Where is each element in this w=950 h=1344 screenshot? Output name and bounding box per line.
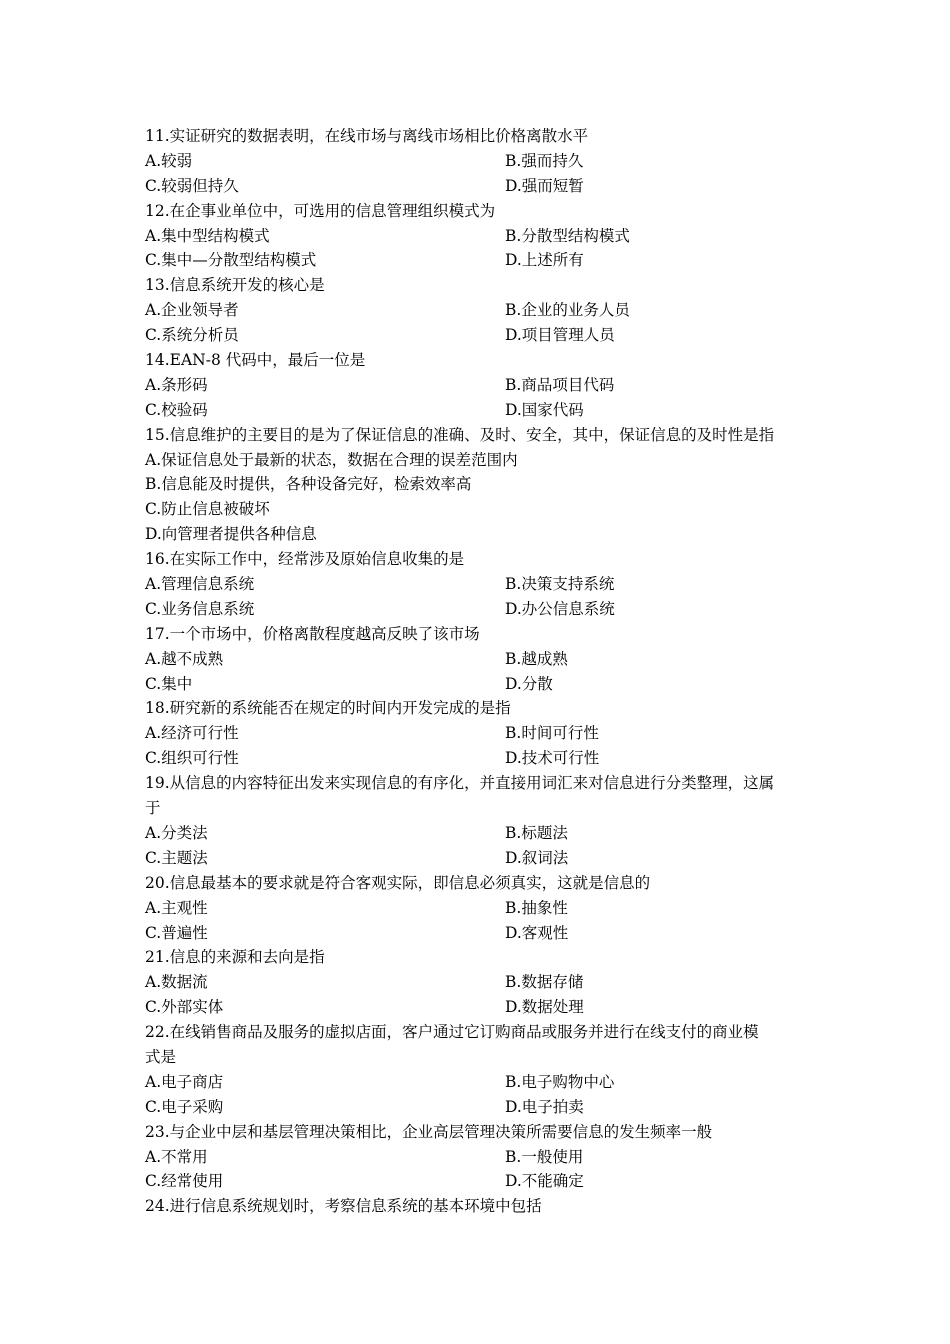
- question-stem: [145, 1194, 815, 1219]
- option-a: A.经济可行性: [145, 724, 239, 743]
- option-a: A.管理信息系统: [145, 575, 255, 594]
- question-text: 15.信息维护的主要目的是为了保证信息的准确、及时、安全，其中，保证信息的及时性是指: [145, 425, 775, 444]
- option-b: B.信息能及时提供，各种设备完好，检索效率高: [145, 475, 472, 494]
- option-d: D.上述所有: [505, 251, 584, 270]
- option-row: [145, 846, 815, 871]
- option-d: D.技术可行性: [505, 749, 600, 768]
- option-b: B.强而持久: [505, 151, 584, 170]
- option-a: A.越不成熟: [145, 649, 224, 668]
- option-b: B.抽象性: [505, 898, 568, 917]
- option-c: C.校验码: [145, 400, 208, 419]
- option-b: B.时间可行性: [505, 724, 599, 743]
- option-b: B.越成熟: [505, 649, 568, 668]
- option-row: [145, 746, 815, 771]
- option-row: [145, 1169, 815, 1194]
- option-c: C.防止信息被破坏: [145, 500, 270, 519]
- option-row: [145, 1070, 815, 1095]
- option-b: B.商品项目代码: [505, 375, 615, 394]
- option-row: [145, 472, 815, 497]
- option-d: D.电子拍卖: [505, 1097, 584, 1116]
- option-row: [145, 721, 815, 746]
- option-row: [145, 398, 815, 423]
- option-row: [145, 821, 815, 846]
- option-a: A.保证信息处于最新的状态，数据在合理的误差范围内: [145, 450, 518, 469]
- question-stem: [145, 348, 815, 373]
- option-c: C.业务信息系统: [145, 599, 255, 618]
- question-text-continued: 式是: [145, 1047, 177, 1066]
- option-row: [145, 174, 815, 199]
- question-text: 14.EAN-8 代码中，最后一位是: [145, 351, 366, 370]
- question-stem-continued: [145, 1045, 815, 1070]
- option-d: D.项目管理人员: [505, 326, 615, 345]
- option-b: B.电子购物中心: [505, 1072, 615, 1091]
- question-stem: [145, 1020, 815, 1045]
- question-stem: [145, 273, 815, 298]
- question-text: 21.信息的来源和去向是指: [145, 948, 325, 967]
- option-b: B.一般使用: [505, 1147, 584, 1166]
- option-row: [145, 448, 815, 473]
- option-d: D.分散: [505, 674, 553, 693]
- option-a: A.不常用: [145, 1147, 208, 1166]
- option-b: B.数据存储: [505, 973, 584, 992]
- option-row: [145, 672, 815, 697]
- option-row: [145, 248, 815, 273]
- question-text: 20.信息最基本的要求就是符合客观实际，即信息必须真实，这就是信息的: [145, 873, 651, 892]
- option-row: [145, 995, 815, 1020]
- question-stem: [145, 771, 815, 796]
- option-c: C.普遍性: [145, 923, 208, 942]
- option-c: C.电子采购: [145, 1097, 224, 1116]
- exam-page: [145, 124, 815, 1219]
- option-c: C.组织可行性: [145, 749, 239, 768]
- option-row: [145, 572, 815, 597]
- option-d: D.强而短暂: [505, 176, 584, 195]
- option-a: A.主观性: [145, 898, 208, 917]
- question-stem: [145, 547, 815, 572]
- question-text: 16.在实际工作中，经常涉及原始信息收集的是: [145, 550, 465, 569]
- option-a: A.企业领导者: [145, 301, 239, 320]
- question-text-continued: 于: [145, 799, 161, 818]
- question-stem: [145, 696, 815, 721]
- option-d: D.客观性: [505, 923, 569, 942]
- option-c: C.经常使用: [145, 1172, 224, 1191]
- option-row: [145, 970, 815, 995]
- option-a: A.分类法: [145, 823, 208, 842]
- option-row: [145, 896, 815, 921]
- option-c: C.主题法: [145, 848, 208, 867]
- question-text: 23.与企业中层和基层管理决策相比，企业高层管理决策所需要信息的发生频率一般: [145, 1122, 713, 1141]
- question-text: 13.信息系统开发的核心是: [145, 276, 325, 295]
- option-b: B.分散型结构模式: [505, 226, 630, 245]
- option-c: C.较弱但持久: [145, 176, 239, 195]
- question-stem: [145, 124, 815, 149]
- option-d: D.国家代码: [505, 400, 584, 419]
- question-text: 24.进行信息系统规划时，考察信息系统的基本环境中包括: [145, 1197, 542, 1216]
- question-text: 18.研究新的系统能否在规定的时间内开发完成的是指: [145, 699, 511, 718]
- option-row: [145, 921, 815, 946]
- option-row: [145, 224, 815, 249]
- option-a: A.较弱: [145, 151, 193, 170]
- option-row: [145, 597, 815, 622]
- option-c: C.系统分析员: [145, 326, 239, 345]
- option-d: D.数据处理: [505, 998, 584, 1017]
- option-row: [145, 1145, 815, 1170]
- question-stem: [145, 1120, 815, 1145]
- option-b: B.标题法: [505, 823, 568, 842]
- question-stem: [145, 871, 815, 896]
- question-text: 11.实证研究的数据表明，在线市场与离线市场相比价格离散水平: [145, 127, 589, 145]
- option-d: D.叙词法: [505, 848, 569, 867]
- option-d: D.办公信息系统: [505, 599, 615, 618]
- option-row: [145, 497, 815, 522]
- option-b: B.决策支持系统: [505, 575, 615, 594]
- question-text: 17.一个市场中，价格离散程度越高反映了该市场: [145, 624, 480, 643]
- option-row: [145, 647, 815, 672]
- option-c: C.集中—分散型结构模式: [145, 251, 317, 270]
- question-stem: [145, 622, 815, 647]
- option-a: A.电子商店: [145, 1072, 224, 1091]
- option-row: [145, 149, 815, 174]
- question-stem-continued: [145, 796, 815, 821]
- option-row: [145, 373, 815, 398]
- option-d: D.不能确定: [505, 1172, 584, 1191]
- question-text: 19.从信息的内容特征出发来实现信息的有序化，并直接用词汇来对信息进行分类整理，这属: [145, 774, 775, 793]
- question-stem: [145, 423, 815, 448]
- option-a: A.集中型结构模式: [145, 226, 270, 245]
- option-c: C.集中: [145, 674, 193, 693]
- question-stem: [145, 945, 815, 970]
- option-a: A.数据流: [145, 973, 208, 992]
- option-a: A.条形码: [145, 375, 208, 394]
- option-row: [145, 1095, 815, 1120]
- option-b: B.企业的业务人员: [505, 301, 630, 320]
- option-row: [145, 298, 815, 323]
- option-c: C.外部实体: [145, 998, 224, 1017]
- option-row: [145, 323, 815, 348]
- question-text: 22.在线销售商品及服务的虚拟店面，客户通过它订购商品或服务并进行在线支付的商业模: [145, 1023, 759, 1042]
- option-row: [145, 522, 815, 547]
- question-stem: [145, 199, 815, 224]
- option-d: D.向管理者提供各种信息: [145, 525, 317, 544]
- question-text: 12.在企事业单位中，可选用的信息管理组织模式为: [145, 201, 496, 220]
